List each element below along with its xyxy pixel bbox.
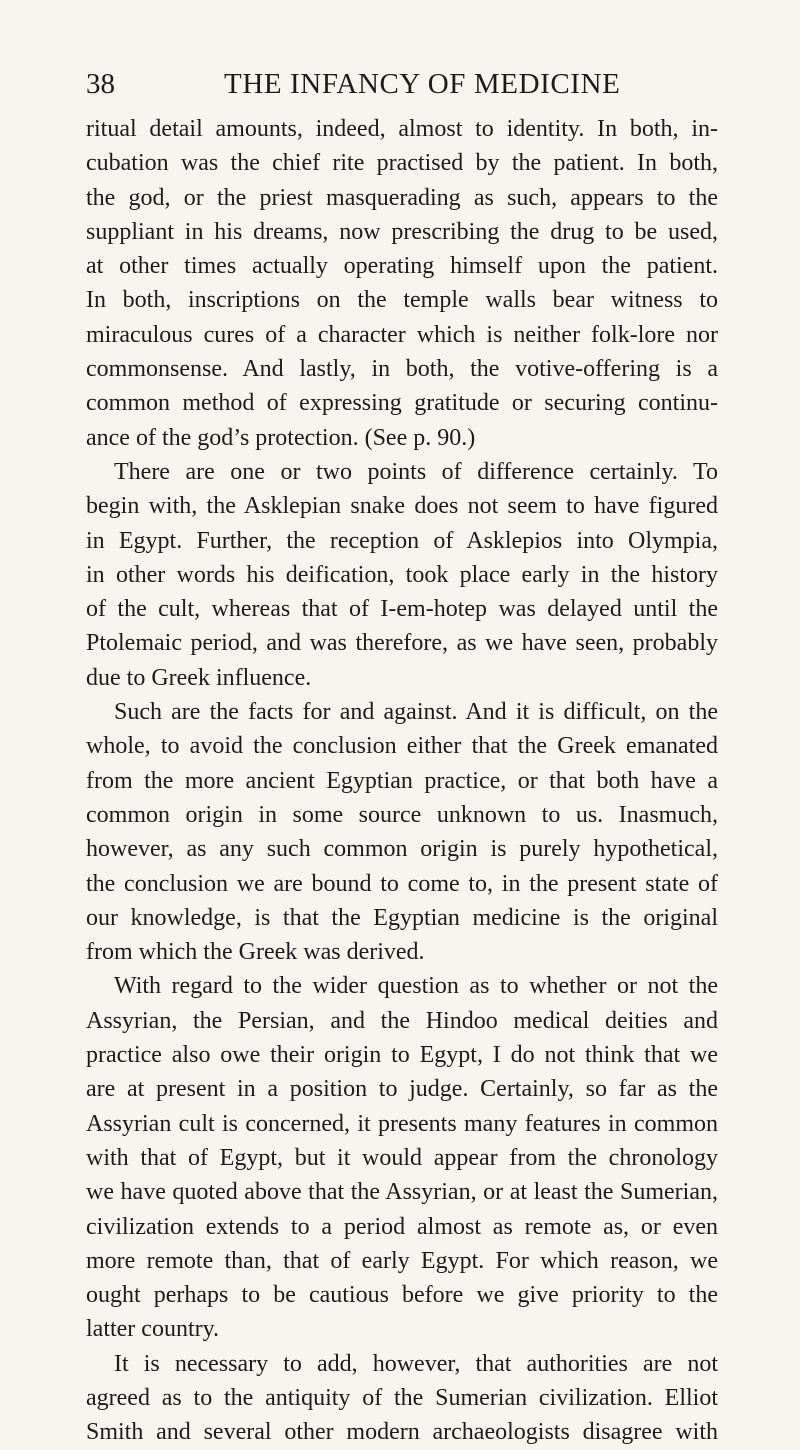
text-line: in Egypt. Further, the reception of Asklepios into Olympia,: [86, 527, 718, 554]
text-line: ought perhaps to be cautious before we give priority to the: [86, 1282, 718, 1309]
text-line: more remote than, that of early Egypt. For which reason, we: [86, 1247, 718, 1274]
text-line: from the more ancient Egyptian practice, or that both have a: [86, 767, 718, 794]
text-line: latter country.: [86, 1316, 220, 1343]
text-line: begin with, the Asklepian snake does not seem to have figured: [86, 493, 718, 520]
text-line: due to Greek influence.: [86, 664, 312, 691]
text-line: common origin in some source unknown to us. Inasmuch,: [86, 801, 718, 828]
text-line: ance of the god’s protection. (See p. 90.): [86, 424, 476, 451]
text-line: are at present in a position to judge. Certainly, so far as the: [86, 1076, 718, 1103]
text-line: from which the Greek was derived.: [86, 939, 425, 966]
text-line: the conclusion we are bound to come to, in the present state of: [86, 870, 718, 897]
text-line: civilization extends to a period almost as remote as, or even: [86, 1213, 718, 1240]
text-line: common method of expressing gratitude or securing continu-: [86, 390, 718, 417]
text-line: ritual detail amounts, indeed, almost to identity. In both, in-: [86, 116, 718, 142]
text-line: cubation was the chief rite practised by the patient. In both,: [86, 150, 718, 177]
text-line: commonsense. And lastly, in both, the votive-offering is a: [86, 356, 718, 383]
page-number: 38: [86, 68, 115, 100]
text-line: we have quoted above that the Assyrian, or at least the Sumerian,: [86, 1179, 718, 1206]
text-line: with that of Egypt, but it would appear from the chronology: [86, 1144, 718, 1171]
text-line: There are one or two points of difference certainly. To: [114, 458, 718, 485]
text-line: the god, or the priest masquerading as such, appears to the: [86, 184, 718, 211]
body-text: [86, 112, 718, 1450]
text-line: In both, inscriptions on the temple walls bear witness to: [86, 287, 718, 314]
text-line: Assyrian cult is concerned, it presents many features in common: [86, 1110, 718, 1137]
text-line: Ptolemaic period, and was therefore, as we have seen, probably: [86, 630, 718, 657]
text-line: It is necessary to add, however, that authorities are not: [114, 1350, 718, 1377]
text-line: suppliant in his dreams, now prescribing the drug to be used,: [86, 218, 718, 245]
text-line: With regard to the wider question as to whether or not the: [114, 973, 718, 1000]
text-line: at other times actually operating himself upon the patient.: [86, 253, 718, 280]
text-line: Such are the facts for and against. And it is difficult, on the: [114, 699, 718, 726]
text-line: practice also owe their origin to Egypt, I do not think that we: [86, 1042, 718, 1069]
text-line: Assyrian, the Persian, and the Hindoo medical deities and: [86, 1007, 718, 1034]
text-line: miraculous cures of a character which is neither folk-lore nor: [86, 321, 718, 348]
text-line: however, as any such common origin is purely hypothetical,: [86, 836, 718, 863]
page-header: [86, 64, 718, 104]
running-head: THE INFANCY OF MEDICINE: [224, 68, 621, 100]
text-line: in other words his deification, took place early in the history: [86, 561, 718, 588]
text-line: of the cult, whereas that of I-em-hotep was delayed until the: [86, 596, 718, 623]
text-line: agreed as to the antiquity of the Sumerian civilization. Elliot: [86, 1384, 718, 1411]
text-line: Smith and several other modern archaeologists disagree with: [86, 1419, 718, 1446]
text-line: our knowledge, is that the Egyptian medicine is the original: [86, 904, 718, 931]
text-line: whole, to avoid the conclusion either that the Greek emanated: [86, 733, 718, 760]
